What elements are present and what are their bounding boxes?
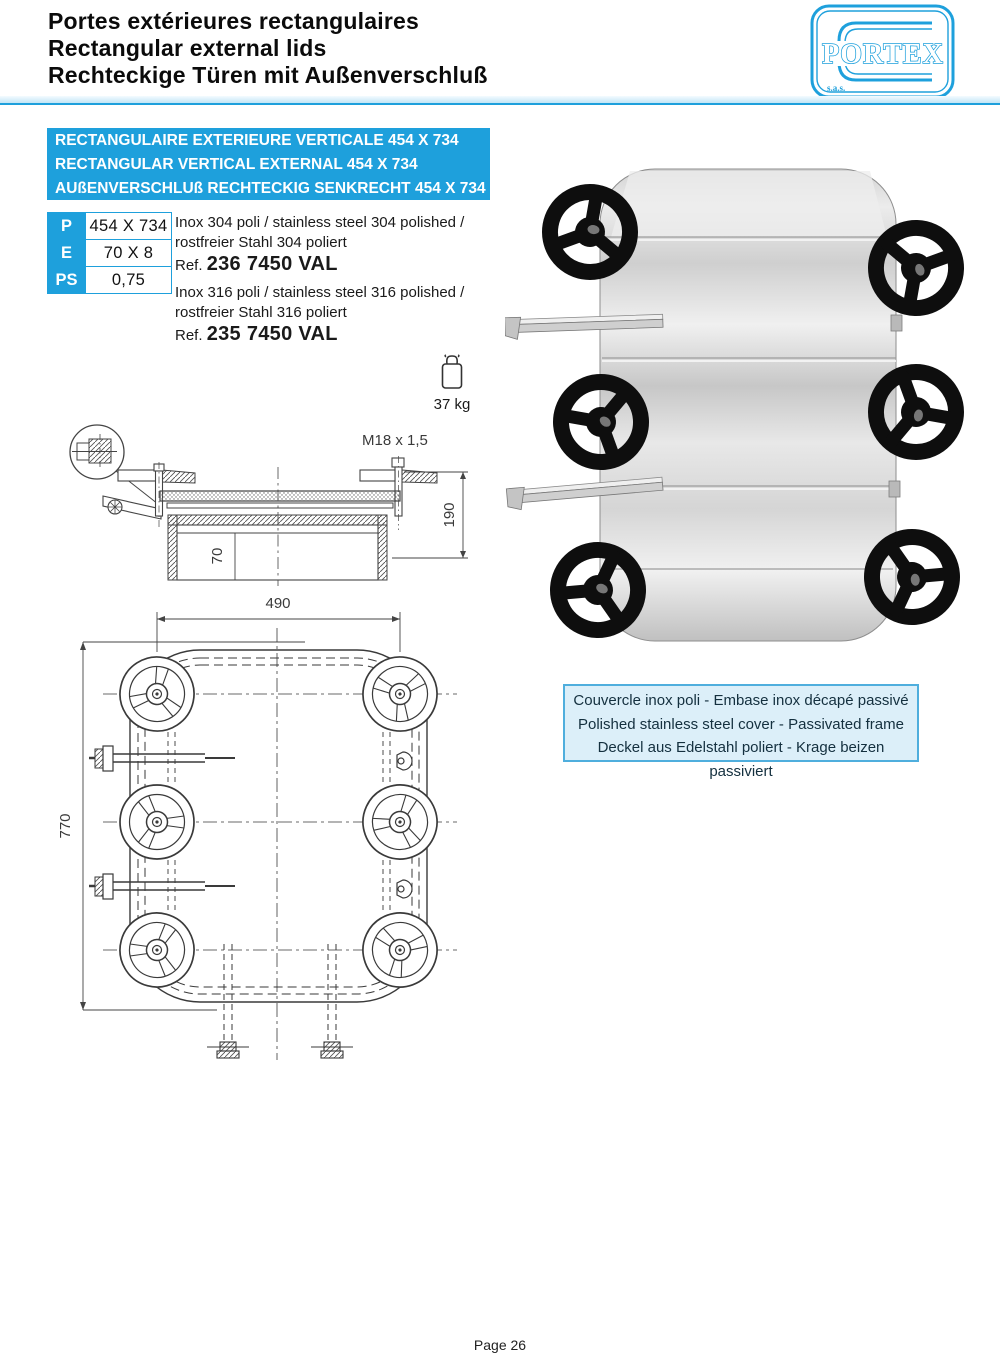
table-row	[48, 240, 172, 267]
page-title-en: Rectangular external lids	[48, 35, 327, 61]
caption-en: Polished stainless steel cover - Passivated frame	[578, 715, 904, 733]
table-row	[48, 213, 172, 240]
detail-callout	[70, 425, 158, 504]
page-title-block	[48, 8, 488, 89]
caption-fr: Couvercle inox poli - Embase inox décapé passivé	[573, 692, 909, 709]
top-view-drawing	[55, 592, 475, 1082]
dim-490-label: 490	[265, 595, 291, 612]
variant-304	[175, 213, 475, 276]
ref-number: 236 7450 VAL	[206, 253, 338, 275]
dim-190-label: 190	[441, 502, 458, 528]
side-view-drawing	[55, 412, 495, 597]
spec-value-e: 70 X 8	[86, 240, 172, 267]
dim-490	[157, 595, 400, 652]
dim-770-label: 770	[57, 813, 74, 839]
weight-icon	[439, 354, 465, 390]
hinge-tab-lower	[889, 481, 900, 497]
variant-304-ref	[175, 255, 475, 276]
page-number: Page 26	[473, 1337, 527, 1353]
page-title-fr: Portes extérieures rectangulaires	[48, 8, 419, 34]
variant-304-line1: Inox 304 poli / stainless steel 304 polished /	[175, 214, 465, 231]
photo-caption	[563, 684, 919, 780]
dim-70-label: 70	[209, 547, 226, 565]
product-heading-de: AUßENVERSCHLUß RECHTECKIG SENKRECHT 454 X 734	[55, 180, 486, 197]
variant-316	[175, 283, 475, 346]
handwheel	[544, 186, 637, 279]
handwheel	[870, 366, 963, 459]
variant-316-line1: Inox 316 poli / stainless steel 316 polished /	[175, 284, 465, 301]
product-heading-fr: RECTANGULAIRE EXTERIEURE VERTICALE 454 X 734	[55, 132, 459, 149]
side-view-svg	[55, 412, 495, 592]
weight-value: 37 kg	[433, 396, 471, 413]
page-footer	[0, 1337, 1000, 1353]
logo-suffix: s.a.s.	[827, 83, 846, 93]
variant-316-line2: rostfreier Stahl 316 poliert	[175, 303, 347, 321]
spec-table	[47, 212, 172, 294]
portex-logo	[808, 3, 960, 102]
variant-316-ref	[175, 325, 475, 346]
logo-text: PORTEX	[822, 39, 944, 70]
top-view-svg	[55, 592, 475, 1077]
spec-value-ps: 0,75	[86, 267, 172, 294]
weight-block	[424, 354, 480, 413]
spec-value-p: 454 X 734	[86, 213, 172, 240]
ref-number: 235 7450 VAL	[206, 323, 338, 345]
handwheel	[120, 785, 194, 859]
product-photo-svg	[505, 145, 965, 657]
ref-label: Ref.	[175, 257, 203, 274]
spec-label-e: E	[48, 240, 86, 267]
header-rule	[0, 96, 1000, 105]
lid-cross-section	[160, 467, 400, 586]
page-title-de: Rechteckige Türen mit Außenverschluß	[48, 62, 488, 88]
thread-label: M18 x 1,5	[362, 432, 428, 449]
spec-label-ps: PS	[48, 267, 86, 294]
ref-label: Ref.	[175, 327, 203, 344]
hinge-tab-upper	[891, 315, 902, 331]
dim-190	[392, 472, 468, 558]
product-photo	[505, 145, 965, 662]
spec-label-p: P	[48, 213, 86, 240]
product-heading	[47, 128, 490, 200]
product-heading-en: RECTANGULAR VERTICAL EXTERNAL 454 X 734	[55, 156, 418, 173]
table-row	[48, 267, 172, 294]
portex-logo-graphic	[808, 3, 960, 102]
variant-304-line2: rostfreier Stahl 304 poliert	[175, 233, 347, 251]
caption-de: Deckel aus Edelstahl poliert - Krage beizen passiviert	[597, 739, 885, 780]
